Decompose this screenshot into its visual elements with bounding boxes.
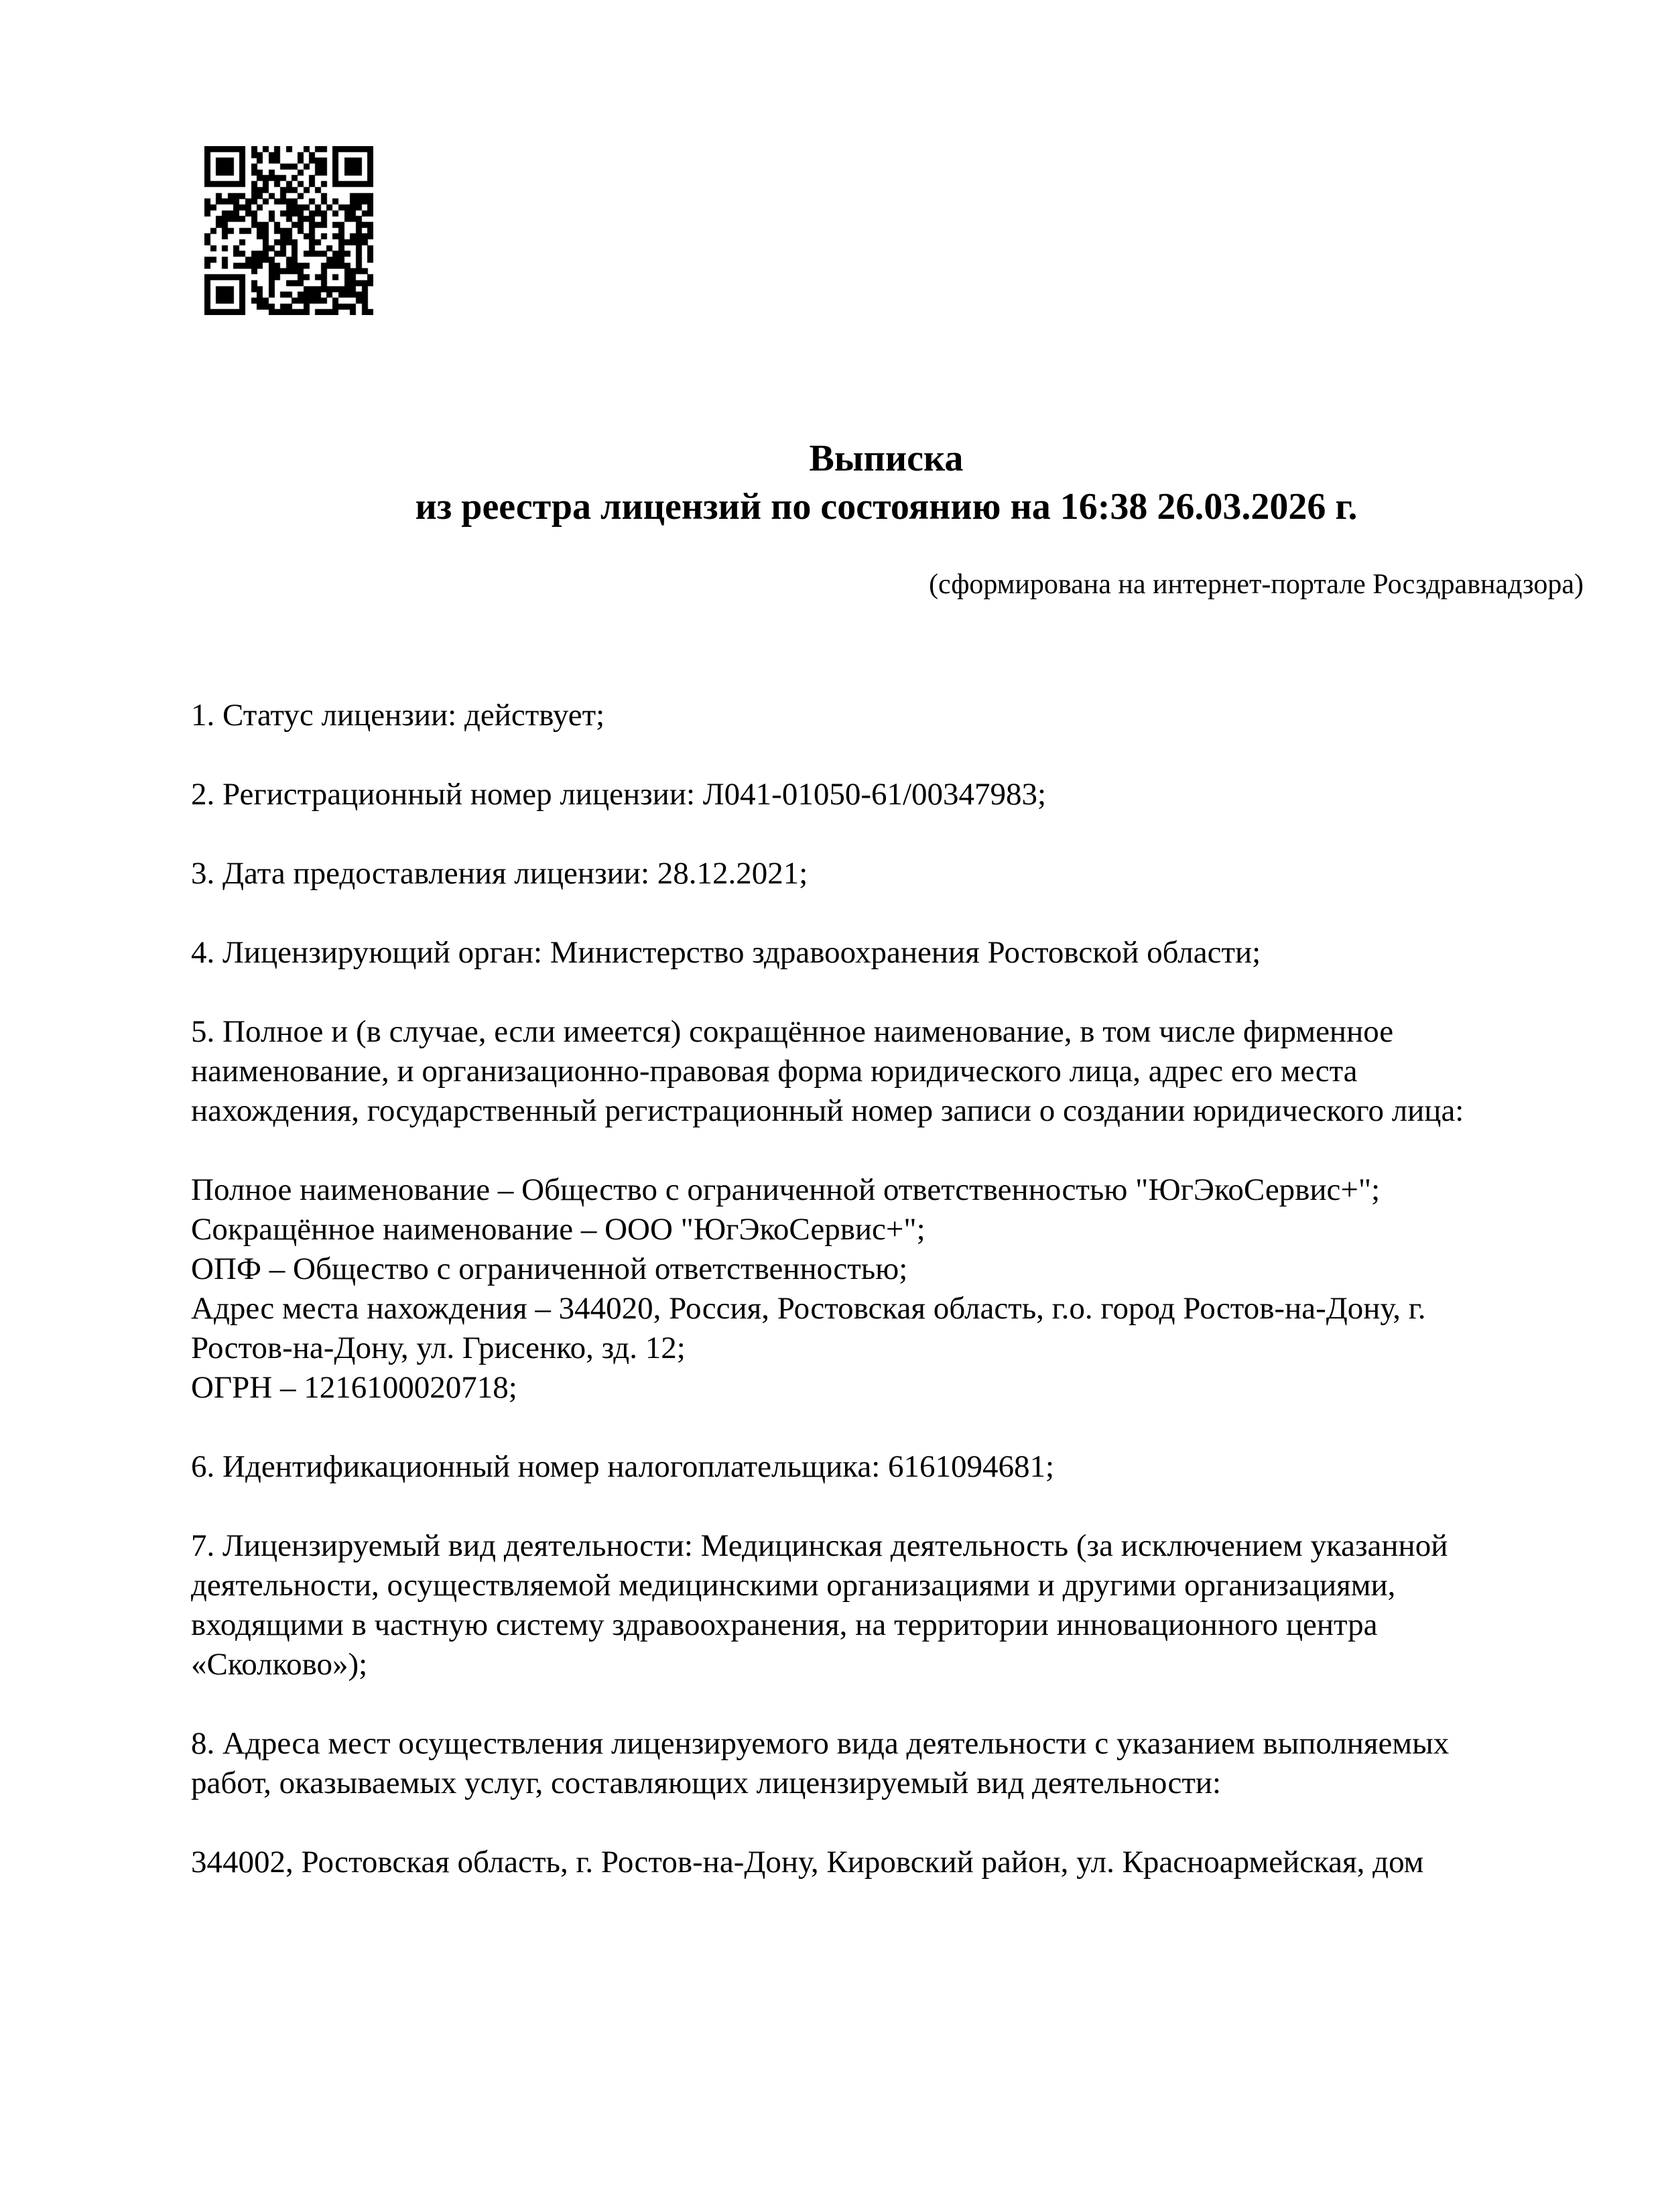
legal-address-line: Адрес места нахождения – 344020, Россия, Ростовская область, г.о. город Ростов-на-Дону, г. Ростов-на-Дону, ул. Грисенко, зд. 12; (191, 1291, 1426, 1365)
org-name-intro-paragraph: 5. Полное и (в случае, если имеется) сокращённое наименование, в том числе фирменное наименование, и организационно-правовая форма юридического лица, адрес его места нахождения, государственный регистрационный номер записи о создании юридического лица: (191, 1014, 1464, 1128)
registration-number-line: 2. Регистрационный номер лицензии: Л041-01050-61/00347983; (191, 777, 1047, 812)
grant-date-line: 3. Дата предоставления лицензии: 28.12.2021; (191, 856, 808, 891)
org-details-group (191, 1170, 1505, 1408)
document-title (191, 434, 1582, 531)
generation-note: (сформирована на интернет-портале Росздравнадзора) (929, 569, 1584, 600)
ogrn-line: ОГРН – 1216100020718; (191, 1370, 517, 1405)
short-name-line: Сокращённое наименование – ООО "ЮгЭкоСервис+"; (191, 1212, 925, 1247)
full-name-line: Полное наименование – Общество с ограниченной ответственностью "ЮгЭкоСервис+"; (191, 1172, 1381, 1207)
qr-code (204, 146, 373, 315)
license-status-line: 1. Статус лицензии: действует; (191, 698, 605, 733)
activity-addresses-intro-paragraph: 8. Адреса мест осуществления лицензируемого вида деятельности с указанием выполняемых работ, оказываемых услуг, составляющих лицензируемый вид деятельности: (191, 1726, 1450, 1800)
document-body (191, 696, 1505, 1882)
title-line-2: из реестра лицензий по состоянию на 16:38 26.03.2026 г. (415, 486, 1358, 528)
licensed-activity-paragraph: 7. Лицензируемый вид деятельности: Медицинская деятельность (за исключением указанной деятельности, осуществляемой медицинскими организациями и другими организациями, входящими в частную систему здравоохранения, на территории инновационного центра «Сколково»); (191, 1528, 1448, 1682)
activity-address-line: 344002, Ростовская область, г. Ростов-на-Дону, Кировский район, ул. Красноармейская, дом (191, 1845, 1424, 1880)
licensing-authority-line: 4. Лицензирующий орган: Министерство здравоохранения Ростовской области; (191, 935, 1261, 970)
opf-line: ОПФ – Общество с ограниченной ответственностью; (191, 1251, 908, 1286)
inn-line: 6. Идентификационный номер налогоплательщика: 6161094681; (191, 1449, 1055, 1484)
title-line-1: Выписка (809, 438, 964, 479)
